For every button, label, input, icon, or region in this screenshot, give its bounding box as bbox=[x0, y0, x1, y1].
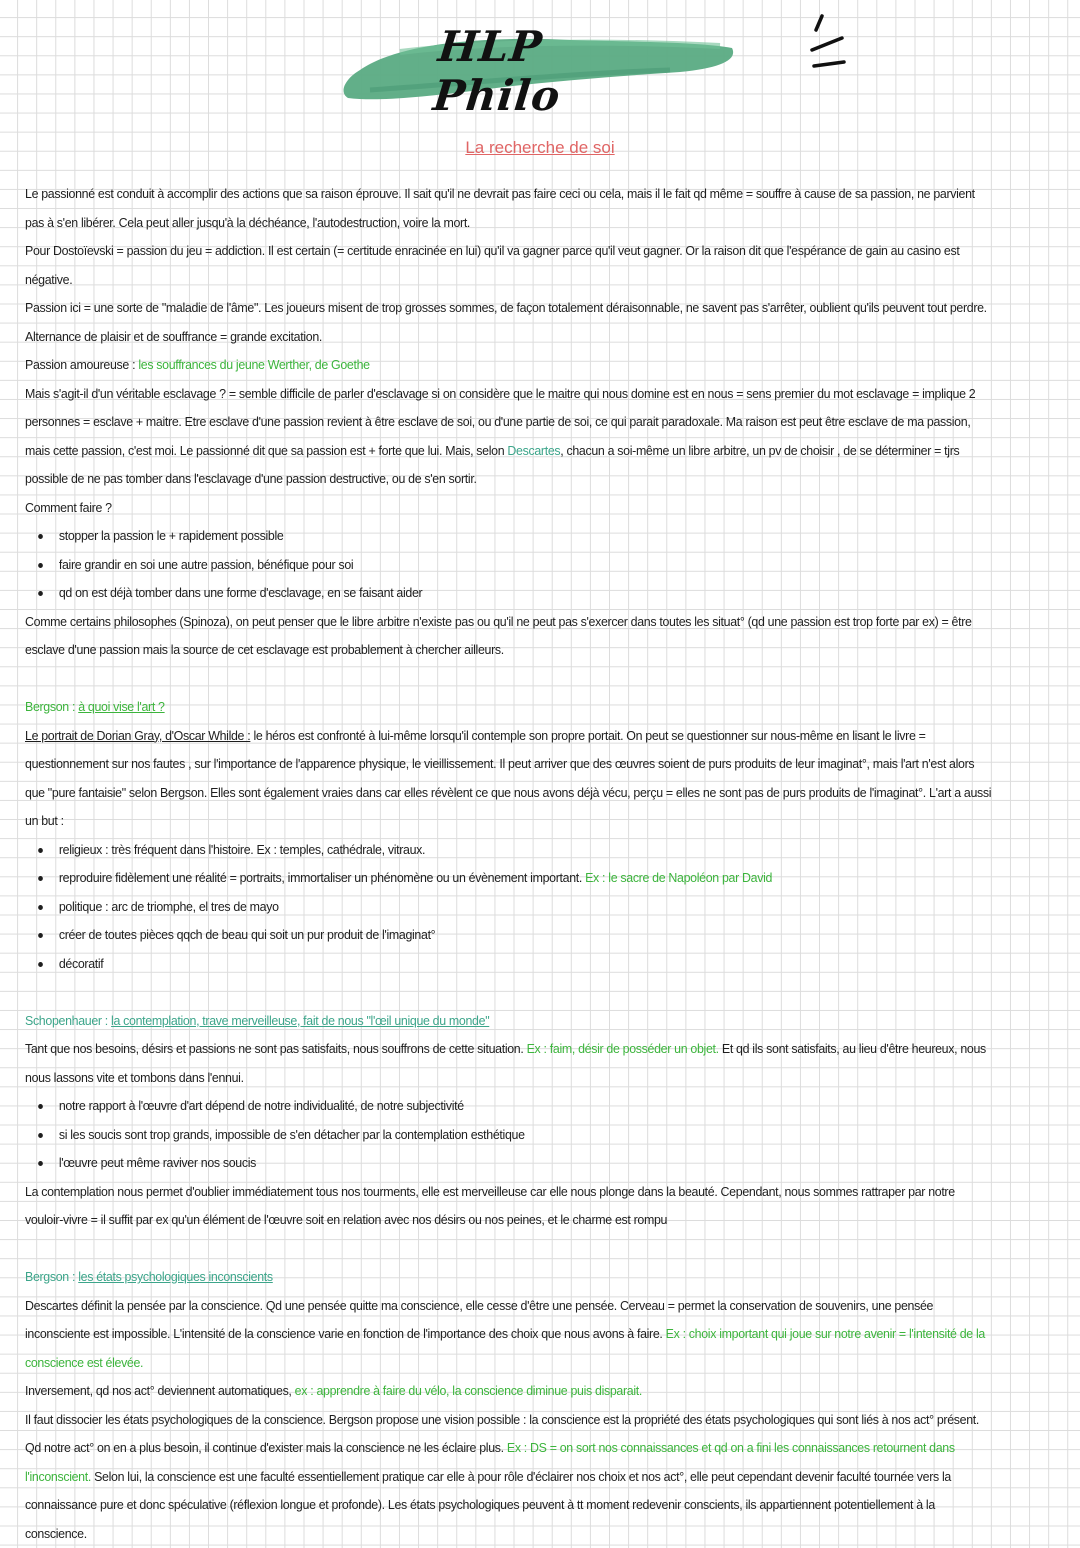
list-item: faire grandir en soi une autre passion, bénéfique pour soi bbox=[59, 551, 993, 580]
book-title: Le portrait de Dorian Gray, d'Oscar Whilde : bbox=[25, 728, 250, 743]
example: ex : apprendre à faire du vélo, la conscience diminue puis disparait. bbox=[295, 1383, 642, 1398]
list-item: décoratif bbox=[59, 950, 993, 979]
paragraph: Alternance de plaisir et de souffrance = grande excitation. bbox=[25, 323, 993, 352]
text: Mais s'agit-il d'un véritable esclavage ? = semble difficile de parler d'esclavage si on considère que le maitre qui nous domine est en nous = sens premier du mot esclavage = implique 2 personnes = esclave + maitre. Etre esclave d'une passion revient à être esclave de soi, ou d'une partie de soi, ce qui parait paradoxale. Ma raison est peut être esclave de ma passion, mais cette passion, c'est moi. Le passionné dit que sa passion est + forte que lui. Mais, selon bbox=[25, 386, 975, 458]
text: Il faut dissocier les états psychologiques de la conscience. Bergson propose une vision possible : la conscience est la propriété des états psychologiques qui sont liés à nos act° présent. Qd notre act° on en a plus besoin, il continue d'exister mais la conscience ne les éclaire plus. bbox=[25, 1412, 979, 1456]
paragraph: Comme certains philosophes (Spinoza), on peut penser que le libre arbitre n'existe pas ou qu'il ne peut pas s'exercer dans toutes les situat° (qd une passion est trop forte par ex) = être esclave d'une passion mais la source de cet esclavage est probablement à chercher ailleurs. bbox=[25, 608, 993, 665]
paragraph bbox=[25, 1292, 993, 1378]
paragraph: La contemplation nous permet d'oublier immédiatement tous nos tourments, elle est merveilleuse car elle nous plonge dans la beauté. Cependant, nous sommes rattraper par notre vouloir-vivre = il suffit par ex qu'un élément de l'œuvre soit en relation avec nos désirs ou nos peines, et le charme est rompu bbox=[25, 1178, 993, 1235]
bullet-list bbox=[25, 1092, 993, 1178]
paragraph bbox=[25, 351, 993, 380]
label: Passion amoureuse : bbox=[25, 357, 138, 372]
text: , chacun a soi-même un libre arbitre, un pv de choisir , de se déterminer = tjrs possible de ne pas tomber dans l'esclavage d'une passion destructive, ou de s'en sortir. bbox=[25, 443, 959, 487]
page-subtitle: La recherche de soi bbox=[465, 138, 614, 157]
example: Ex : DS = on sort nos connaissances et qd on a fini les connaissances retournent dans l'inconscient. bbox=[25, 1440, 955, 1484]
notes-body bbox=[25, 180, 993, 1548]
text: Tant que nos besoins, désirs et passions ne sont pas satisfaits, nous souffrons de cette situation. bbox=[25, 1041, 527, 1056]
list-item: politique : arc de triomphe, el tres de mayo bbox=[59, 893, 993, 922]
list-item: notre rapport à l'œuvre d'art dépend de notre individualité, de notre subjectivité bbox=[59, 1092, 993, 1121]
text: le héros est confronté à lui-même lorsqu'il contemple son propre portait. On peut se questionner sur nous-même en lisant le livre = questionnement sur nos fautes , sur l'importance de l'apparence physique, le vieillissement. Il peut arriver que des œuvres soient de purs produits de leur imaginat°, mais l'art n'est alors que "pure fantaisie" selon Bergson. Elles sont également vraies dans car elles révèlent ce que nous avons déjà vécu, perçu = elles ne sont pas de purs produits de l'imaginat°. L'art a aussi un but : bbox=[25, 728, 991, 829]
subtitle-row bbox=[0, 138, 1080, 158]
paragraph: Le passionné est conduit à accomplir des actions que sa raison éprouve. Il sait qu'il ne devrait pas faire ceci ou cela, mais il le fait qd même = souffre à cause de sa passion, ne parvient pas à s'en libérer. Cela peut aller jusqu'à la déchéance, l'autodestruction, voire la mort. bbox=[25, 180, 993, 237]
section-heading bbox=[25, 1263, 993, 1292]
spacer bbox=[25, 1235, 993, 1264]
heading-title: la contemplation, trave merveilleuse, fait de nous "l'œil unique du monde" bbox=[111, 1013, 489, 1028]
heading-title: à quoi vise l'art ? bbox=[78, 699, 164, 714]
heading-author: Bergson : bbox=[25, 699, 78, 714]
list-item: stopper la passion le + rapidement possible bbox=[59, 522, 993, 551]
bullet-list bbox=[25, 522, 993, 608]
paragraph bbox=[25, 1035, 993, 1092]
spacer bbox=[25, 665, 993, 694]
bullet-list bbox=[25, 836, 993, 979]
paragraph: Pour Dostoïevski = passion du jeu = addiction. Il est certain (= certitude enracinée en lui) qu'il va gagner parce qu'il veut gagner. Or la raison dit que l'espérance de gain au casino est négative. bbox=[25, 237, 993, 294]
list-item: qd on est déjà tomber dans une forme d'esclavage, en se faisant aider bbox=[59, 579, 993, 608]
section-heading bbox=[25, 1007, 993, 1036]
paragraph: Passion ici = une sorte de "maladie de l'âme". Les joueurs misent de trop grosses sommes, de façon totalement déraisonnable, ne savent pas s'arrêter, oublient qu'ils peuvent tout perdre. bbox=[25, 294, 993, 323]
section-heading bbox=[25, 693, 993, 722]
spacer bbox=[25, 978, 993, 1007]
example: Ex : le sacre de Napoléon par David bbox=[585, 870, 772, 885]
paragraph bbox=[25, 380, 993, 494]
reference: les souffrances du jeune Werther, de Goethe bbox=[138, 357, 369, 372]
list-item bbox=[59, 864, 993, 893]
text: Descartes définit la pensée par la conscience. Qd une pensée quitte ma conscience, elle cesse d'être une pensée. Cerveau = permet la conservation de souvenirs, une pensée inconsciente est impossible. L'intensité de la conscience varie en fonction de l'importance des choix que nous avons à faire. bbox=[25, 1298, 933, 1342]
text: Selon lui, la conscience est une faculté essentiellement pratique car elle à pour rôle d'éclairer nos choix et nos act°, elle peut cependant devenir faculté tournée vers la connaissance pure et donc spéculative (réflexion longue et profonde). Les états psychologiques peuvent à tt moment redevenir conscients, ils appartiennent potentiellement à la conscience. bbox=[25, 1469, 951, 1541]
author-name: Descartes bbox=[507, 443, 560, 458]
emphasis-marks-icon bbox=[808, 6, 848, 76]
list-item: créer de toutes pièces qqch de beau qui soit un pur produit de l'imaginat° bbox=[59, 921, 993, 950]
example: Ex : choix important qui joue sur notre avenir = l'intensité de la conscience est élevée. bbox=[25, 1326, 985, 1370]
text: Et qd ils sont satisfaits, au lieu d'être heureux, nous nous lassons vite et tombons dans l'ennui. bbox=[25, 1041, 986, 1085]
paragraph bbox=[25, 722, 993, 836]
heading-author: Schopenhauer : bbox=[25, 1013, 111, 1028]
paragraph bbox=[25, 1377, 993, 1406]
question: Comment faire ? bbox=[25, 494, 993, 523]
text: reproduire fidèlement une réalité = portraits, immortaliser un phénomène ou un évènement important. bbox=[59, 870, 585, 885]
example: Ex : faim, désir de posséder un objet. bbox=[527, 1041, 719, 1056]
page-title: HLP Philo bbox=[431, 22, 671, 120]
list-item: religieux : très fréquent dans l'histoire. Ex : temples, cathédrale, vitraux. bbox=[59, 836, 993, 865]
heading-author: Bergson : bbox=[25, 1269, 78, 1284]
heading-title: les états psychologiques inconscients bbox=[78, 1269, 273, 1284]
list-item: l'œuvre peut même raviver nos soucis bbox=[59, 1149, 993, 1178]
text: Inversement, qd nos act° deviennent automatiques, bbox=[25, 1383, 295, 1398]
list-item: si les soucis sont trop grands, impossible de s'en détacher par la contemplation esthétique bbox=[59, 1121, 993, 1150]
